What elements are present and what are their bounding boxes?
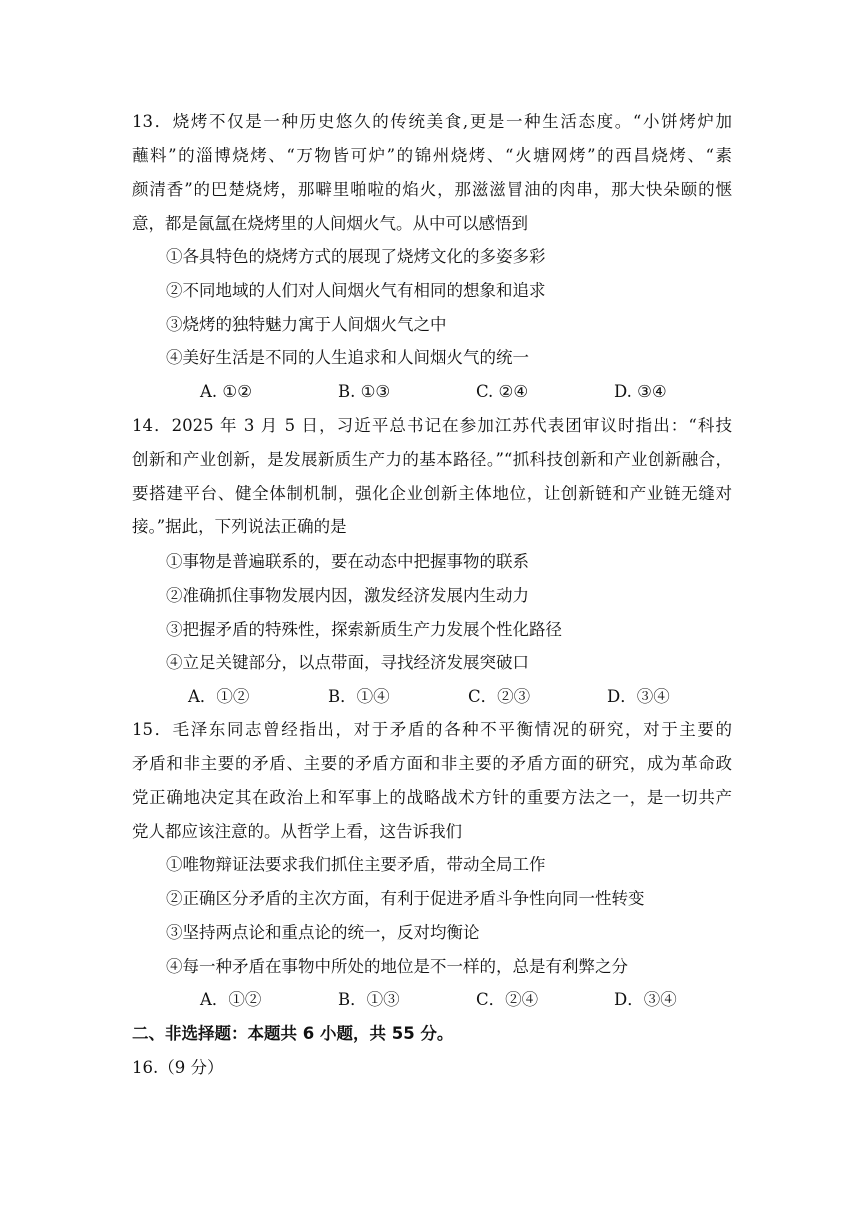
q13-statement-2: ②不同地域的人们对人间烟火气有相同的想象和追求: [166, 281, 546, 300]
q13-option-c[interactable]: C. ②④: [476, 382, 529, 401]
q13-stem-line-3: 颜清香”的巴楚烧烤，那噼里啪啦的焰火，那滋滋冒油的肉串，那大快朵颐的惬: [132, 180, 732, 199]
q14-stem-line-2: 创新和产业创新，是发展新质生产力的基本路径。”“抓科技创新和产业创新融合，: [132, 450, 732, 469]
q15-stem-line-2: 矛盾和非主要的矛盾、主要的矛盾方面和非主要的矛盾方面的研究，成为革命政: [132, 754, 732, 773]
q15-statement-4: ④每一种矛盾在事物中所处的地位是不一样的，总是有利弊之分: [166, 957, 628, 976]
q15-stem-line-1: 15．毛泽东同志曾经指出，对于矛盾的各种不平衡情况的研究，对于主要的: [132, 720, 732, 739]
q14-statement-3: ③把握矛盾的特殊性，探索新质生产力发展个性化路径: [166, 620, 562, 639]
q14-stem-line-3: 要搭建平台、健全体制机制，强化企业创新主体地位，让创新链和产业链无缝对: [132, 484, 732, 503]
q14-statement-2: ②准确抓住事物发展内因，激发经济发展内生动力: [166, 586, 529, 605]
section-heading: 二、非选择题：本题共 6 小题，共 55 分。: [132, 1024, 454, 1043]
q13-statement-1: ①各具特色的烧烤方式的展现了烧烤文化的多姿多彩: [166, 247, 546, 266]
q13-statement-4: ④美好生活是不同的人生追求和人间烟火气的统一: [166, 348, 529, 367]
q15-statement-3: ③坚持两点论和重点论的统一，反对均衡论: [166, 923, 480, 942]
q14-option-b[interactable]: B．①④: [328, 687, 390, 706]
q15-option-b[interactable]: B．①③: [338, 990, 400, 1009]
q15-option-a[interactable]: A．①②: [200, 990, 262, 1009]
q15-stem-line-3: 党正确地决定其在政治上和军事上的战略战术方针的重要方法之一，是一切共产: [132, 788, 732, 807]
q14-option-c[interactable]: C．②③: [468, 687, 531, 706]
q15-option-d[interactable]: D．③④: [614, 990, 677, 1009]
q13-stem-line-4: 意，都是氤氲在烧烤里的人间烟火气。从中可以感悟到: [132, 214, 528, 233]
q13-option-d[interactable]: D. ③④: [614, 382, 667, 401]
q16-heading: 16.（9 分）: [132, 1058, 224, 1077]
q14-stem-line-1: 14．2025 年 3 月 5 日，习近平总书记在参加江苏代表团审议时指出：“科技: [132, 416, 732, 435]
q13-option-b[interactable]: B. ①③: [338, 382, 391, 401]
q13-option-a[interactable]: A. ①②: [200, 382, 252, 401]
q13-stem-line-2: 蘸料”的淄博烧烤、“万物皆可炉”的锦州烧烤、“火塘网烤”的西昌烧烤、“素: [132, 146, 732, 165]
q15-statement-2: ②正确区分矛盾的主次方面，有利于促进矛盾斗争性向同一性转变: [166, 889, 645, 908]
q14-option-a[interactable]: A．①②: [188, 687, 250, 706]
q13-stem-line-1: 13．烧烤不仅是一种历史悠久的传统美食,更是一种生活态度。“小饼烤炉加: [132, 112, 732, 131]
q14-statement-4: ④立足关键部分，以点带面，寻找经济发展突破口: [166, 653, 529, 672]
q15-statement-1: ①唯物辩证法要求我们抓住主要矛盾，带动全局工作: [166, 855, 546, 874]
q13-statement-3: ③烧烤的独特魅力寓于人间烟火气之中: [166, 315, 447, 334]
q14-stem-line-4: 接。”据此，下列说法正确的是: [132, 517, 347, 536]
q15-option-c[interactable]: C．②④: [476, 990, 539, 1009]
q14-option-d[interactable]: D．③④: [607, 687, 670, 706]
q14-statement-1: ①事物是普遍联系的，要在动态中把握事物的联系: [166, 552, 529, 571]
q15-stem-line-4: 党人都应该注意的。从哲学上看，这告诉我们: [132, 822, 462, 841]
